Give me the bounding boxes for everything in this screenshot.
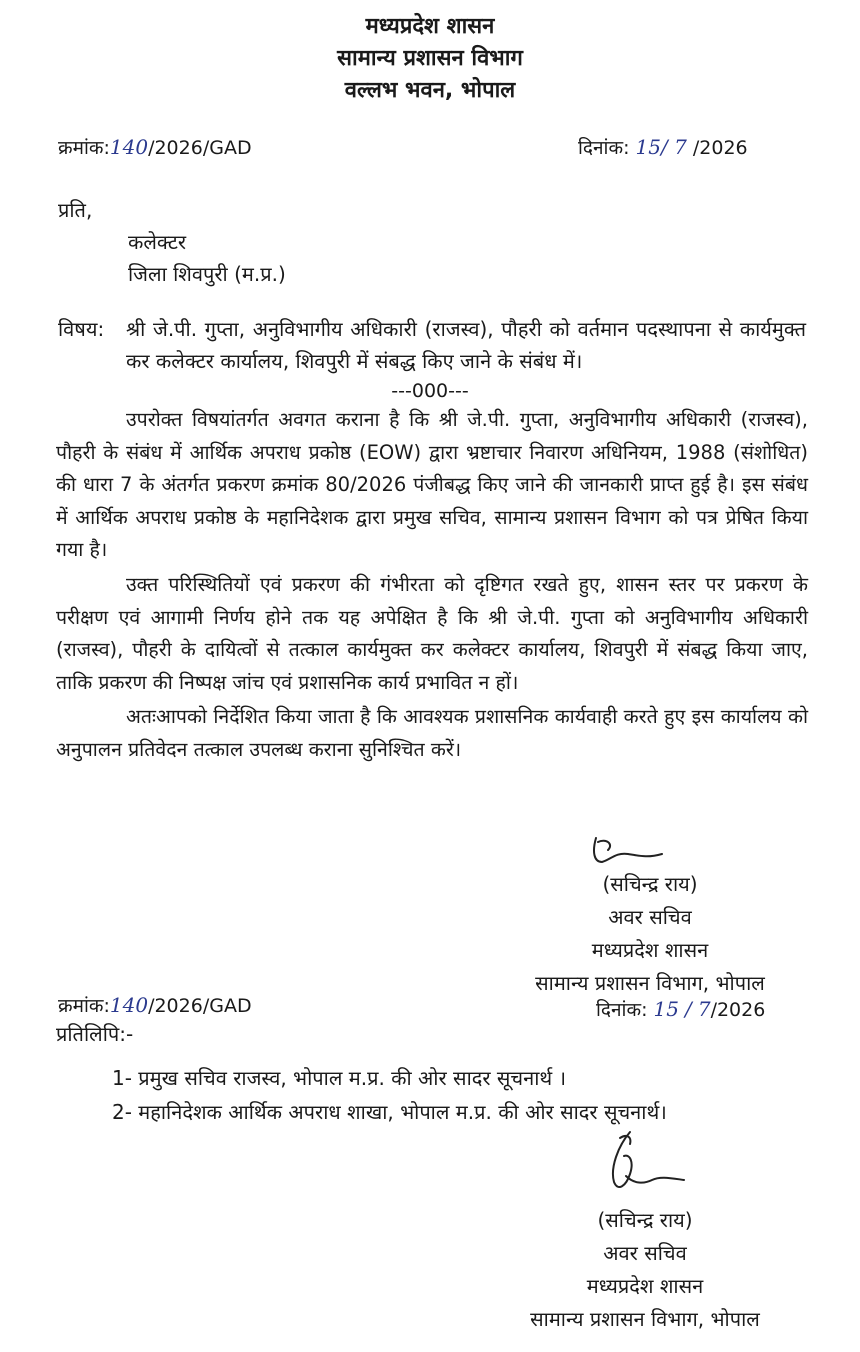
letterhead-line-3: वल्लभ भवन, भोपाल	[344, 78, 516, 103]
reference-number	[58, 134, 252, 160]
copy-reference-date	[596, 996, 765, 1022]
addressee-line-1: कलेक्टर	[128, 230, 187, 254]
signatory-2-office-2: सामान्य प्रशासन विभाग, भोपाल	[530, 1307, 760, 1331]
kramank-handwritten-number: 140	[109, 135, 149, 159]
body-paragraph-1: उपरोक्त विषयांतर्गत अवगत कराना है कि श्री जे.पी. गुप्ता, अनुविभागीय अधिकारी (राजस्व), पौहरी के संबंध में आर्थिक अपराध प्रकोष्ठ (EOW) द्वारा भ्रष्टाचार निवारण अधिनियम, 1988 (संशोधित) की धारा 7 के अंतर्गत प्रकरण क्रमांक 80/2026 पंजीबद्ध किए जाने की जानकारी प्राप्त हुई है। इस संबंध में आर्थिक अपराध प्रकोष्ठ के महानिदेशक द्वारा प्रमुख सचिव, सामान्य प्रशासन विभाग को पत्र प्रेषित किया गया है।	[56, 408, 808, 562]
copy-dinank-label: दिनांक:	[596, 999, 648, 1021]
dinank-handwritten-month: 7	[674, 135, 687, 159]
signatory-2-office-1: मध्यप्रदेश शासन	[586, 1274, 704, 1298]
addressee-line-2: जिला शिवपुरी (म.प्र.)	[128, 262, 286, 286]
signature-scribble-2	[600, 1126, 690, 1206]
letterhead-line-2: सामान्य प्रशासन विभाग	[337, 46, 523, 71]
copy-to-item-1: 1- प्रमुख सचिव राजस्व, भोपाल म.प्र. की ओर सादर सूचनार्थ ।	[112, 1066, 567, 1090]
copy-to-label: प्रतिलिपि:-	[56, 1022, 134, 1046]
signatory-name: (सचिन्द्र राय)	[602, 872, 698, 896]
copy-to-item-2: 2- महानिदेशक आर्थिक अपराध शाखा, भोपाल म.प्र. की ओर सादर सूचनार्थ।	[112, 1100, 667, 1124]
kramank-label: क्रमांक:	[58, 137, 110, 159]
subject-label: विषय:	[58, 317, 105, 341]
dinank-handwritten-day: 15	[635, 135, 661, 159]
kramank-suffix: /2026/GAD	[148, 137, 252, 159]
reference-date: दिनांक: 15/ 7 /2026	[578, 135, 748, 159]
copy-kramank-suffix: /2026/GAD	[148, 995, 252, 1017]
letter-body	[56, 404, 808, 767]
copy-dinank-year: /2026	[710, 999, 766, 1021]
separator: ---000---	[391, 380, 469, 402]
dinank-label: दिनांक:	[578, 137, 630, 159]
signature-block-2	[495, 1204, 795, 1336]
signatory-designation: अवर सचिव	[608, 905, 692, 929]
copy-kramank-handwritten-number: 140	[109, 993, 149, 1017]
signatory-2-name: (सचिन्द्र राय)	[597, 1208, 693, 1232]
copy-dinank-handwritten-day: 15	[653, 997, 679, 1021]
copy-reference-number	[58, 992, 252, 1018]
letterhead-line-1: मध्यप्रदेश शासन	[365, 14, 495, 39]
signature-scribble-1	[588, 832, 678, 872]
dinank-year: /2026	[692, 137, 748, 159]
subject-text: श्री जे.पी. गुप्ता, अनुविभागीय अधिकारी (राजस्व), पौहरी को वर्तमान पदस्थापना से कार्यमुक्त कर कलेक्टर कार्यालय, शिवपुरी में संबद्ध किए जाने के संबंध में।	[126, 317, 806, 373]
signatory-office-1: मध्यप्रदेश शासन	[591, 938, 709, 962]
addressee-prati: प्रति,	[58, 198, 93, 222]
signatory-2-designation: अवर सचिव	[603, 1241, 687, 1265]
body-paragraph-3: अतःआपको निर्देशित किया जाता है कि आवश्यक प्रशासनिक कार्यवाही करते हुए इस कार्यालय को अनुपालन प्रतिवेदन तत्काल उपलब्ध कराना सुनिश्चित करें।	[56, 705, 808, 761]
signature-block-1	[500, 868, 800, 1000]
copy-dinank-separator: /	[685, 997, 692, 1021]
copy-kramank-label: क्रमांक:	[58, 995, 110, 1017]
body-paragraph-2: उक्त परिस्थितियों एवं प्रकरण की गंभीरता को दृष्टिगत रखते हुए, शासन स्तर पर प्रकरण के परीक्षण एवं आगामी निर्णय होने तक यह अपेक्षित है कि श्री जे.पी. गुप्ता को अनुविभागीय अधिकारी (राजस्व), पौहरी के दायित्वों से तत्काल कार्यमुक्त कर कलेक्टर कार्यालय, शिवपुरी में संबद्ध किया जाए, ताकि प्रकरण की निष्पक्ष जांच एवं प्रशासनिक कार्य प्रभावित न हों।	[56, 572, 808, 694]
signatory-office-2: सामान्य प्रशासन विभाग, भोपाल	[535, 971, 765, 995]
copy-dinank-handwritten-month: 7	[697, 997, 711, 1021]
